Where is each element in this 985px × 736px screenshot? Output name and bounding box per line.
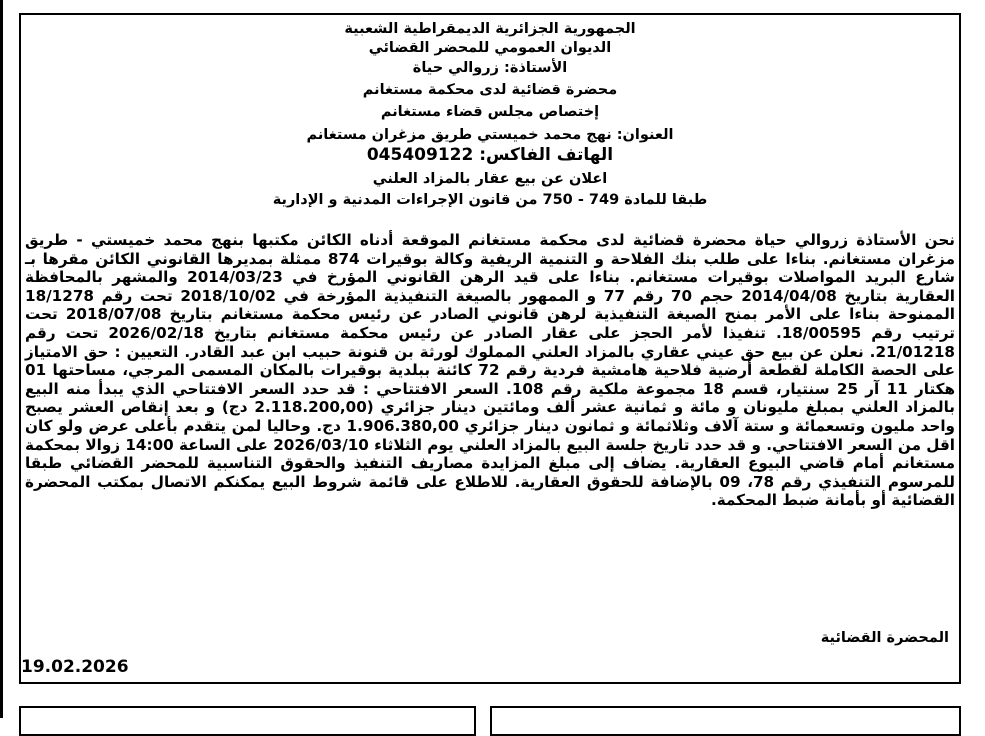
signature-label: المحضرة القضائية xyxy=(820,630,949,646)
phone-line: الهاتف الفاكس: 045409122 xyxy=(366,145,614,165)
notice-body: نحن الأستاذة زروالي حياة محضرة قضائية لدى محكمة مستغانم الموقعة أدناه الكائن مكتبها بنهج محمد خميستي - طريق مزغران مستغانم. بناءا على طلب بنك الفلاحة و التنمية الريفية وكالة بوقيرات 874 ممثلة بمديرها القانوني الكائن مقرها بـ شارع البريد المواصلات بوقيرات مستغانم. بناءا على قيد الرهن القانوني المؤرخ في 2014/03/23 والمشهر بالمحافظة العقارية بتاريخ 2014/04/08 حجم 70 رقم 77 و الممهور بالصيغة التنفيذية المؤرخة في 2018/10/02 تحت رقم 18/1278 الممنوحة بناءا على الأمر بمنح الصيغة التنفيذية لرهن قانوني الصادر عن رئيس محكمة مستغانم بتاريخ 2018/07/08 تحت ترتيب رقم 18/00595. تنفيذا لأمر الحجز على عقار الصادر عن رئيس محكمة مستغانم بتاريخ 2026/02/18 تحت رقم 21/01218. نعلن عن بيع حق عيني عقاري بالمزاد العلني المملوك لورثة بن قنونة حبيب ابن عبد القادر. التعيين : حق الامتياز على الحصة الكاملة لقطعة أرضية فلاحية هامشية فردية رقم 72 كائنة ببلدية بوقيرات بالمكان المسمى المرجي، مساحتها 01 هكتار 11 آر 25 سنتيار، قسم 18 مجموعة ملكية رقم 108. السعر الافتتاحي : قد حدد السعر الافتتاحي الذي يبدأ منه البيع بالمزاد العلني بمبلغ مليونان و مائة و ثمانية عشر ألف ومائتين دينار جزائري (2.118.200,00 دج) و بعد إنقاص العشر يصبح واحد مليون وتسعمائة و ستة آلاف وثلاثمائة و ثمانون دينار جزائري 1.906.380,00 دج. وحاليا لمن يتقدم بأعلى عرض ولو كان اقل من السعر الافتتاحي. و قد حدد تاريخ جلسة البيع بالمزاد العلني يوم الثلاثاء 2026/03/10 على الساعة 14:00 زوالا بمحكمة مستغانم أمام قاضي البيوع العقارية. يضاف إلى مبلغ المزايدة مصاريف التنفيذ والحقوق التناسبية للمحضر القضائي طبقا للمرسوم التنفيذي رقم 78، 09 بالإضافة للحقوق العقارية. للاطلاع على قائمة شروط البيع يمكنكم الاتصال بمكتب المحضرة القضائية أو بأمانة ضبط المحكمة. xyxy=(25,231,956,510)
next-notice-box-left xyxy=(19,706,476,736)
legal-reference: طبقا للمادة 749 - 750 من قانون الإجراءات المدنية و الإدارية xyxy=(272,192,708,208)
next-notice-box-right xyxy=(490,706,961,736)
republic-title: الجمهورية الجزائرية الديمقراطية الشعبية xyxy=(344,21,636,37)
legal-notice-box xyxy=(19,13,961,684)
column-rule xyxy=(0,0,3,718)
bailiff-name: الأستاذة: زروالي حياة xyxy=(412,60,568,76)
court-line: محضرة قضائية لدى محكمة مستغانم xyxy=(362,82,618,98)
address-line: العنوان: نهج محمد خميستي طريق مزغران مستغانم xyxy=(306,127,674,143)
signature-date: 19.02.2026 xyxy=(21,657,129,677)
office-title: الديوان العمومي للمحضر القضائي xyxy=(368,40,612,56)
notice-title: اعلان عن بيع عقار بالمزاد العلني xyxy=(372,171,608,187)
jurisdiction-line: إختصاص مجلس قضاء مستغانم xyxy=(380,104,600,120)
